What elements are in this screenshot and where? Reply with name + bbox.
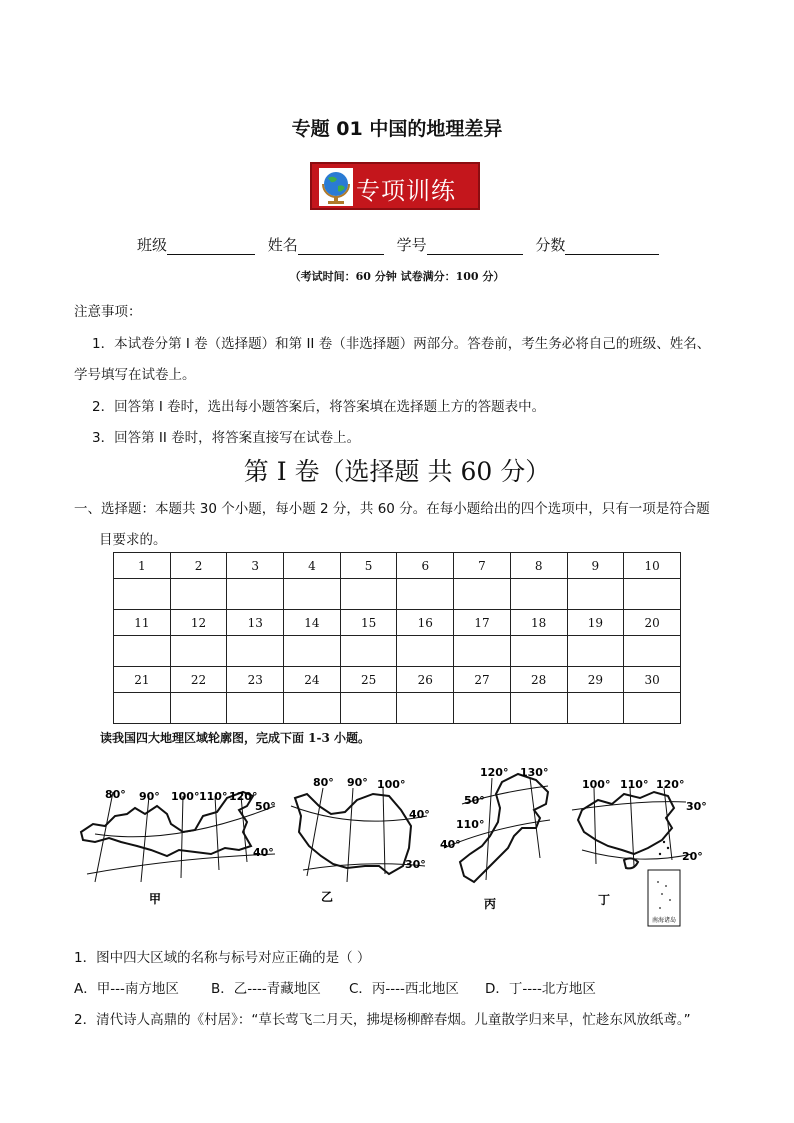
- answer-cell[interactable]: [340, 693, 397, 724]
- page-title: 专题 01 中国的地理差异: [291, 118, 503, 140]
- tick-label: 40°: [409, 808, 430, 821]
- question-number: 10: [624, 553, 681, 579]
- tick-label: 120°: [480, 766, 509, 779]
- tick-label: 100°: [171, 790, 200, 803]
- question-number: 27: [454, 667, 511, 693]
- tick-label: 90°: [347, 776, 368, 789]
- special-training-badge: [310, 162, 480, 210]
- q1-option-b[interactable]: B．乙----青藏地区: [211, 981, 321, 997]
- answer-cell[interactable]: [114, 579, 171, 610]
- question-number: 30: [624, 667, 681, 693]
- section-title: 第 I 卷（选择题 共 60 分）: [243, 457, 551, 486]
- answer-cell[interactable]: [397, 636, 454, 667]
- question-number: 28: [510, 667, 567, 693]
- answer-table: [113, 552, 681, 724]
- question-number: 21: [114, 667, 171, 693]
- question-number: 9: [567, 553, 624, 579]
- question-1: 1．图中四大区域的名称与标号对应正确的是（ ）: [74, 950, 371, 966]
- question-number: 18: [510, 610, 567, 636]
- score-field[interactable]: [565, 240, 659, 255]
- table-row[interactable]: [114, 636, 681, 667]
- map-label-yi: 乙: [321, 890, 334, 904]
- tick-label: 120°: [656, 778, 685, 791]
- tick-label: 130°: [520, 766, 549, 779]
- class-label: 班级: [137, 236, 168, 254]
- map-bing: [440, 762, 560, 910]
- q1-option-a[interactable]: A．甲---南方地区: [74, 981, 179, 997]
- tick-label: 30°: [686, 800, 707, 813]
- note-item-2: 2．回答第 I 卷时，选出每小题答案后，将答案填在选择题上方的答题表中。: [92, 399, 546, 415]
- answer-cell[interactable]: [284, 693, 341, 724]
- tick-label: 40°: [440, 838, 461, 851]
- question-number: 22: [170, 667, 227, 693]
- answer-cell[interactable]: [170, 693, 227, 724]
- question-number: 24: [284, 667, 341, 693]
- question-2: 2．清代诗人高鼎的《村居》：“草长莺飞二月天，拂堤杨柳醉春烟。儿童散学归来早，忙趁东风放纸鸢。”: [74, 1012, 691, 1028]
- answer-cell[interactable]: [340, 579, 397, 610]
- question-number: 20: [624, 610, 681, 636]
- question-number: 11: [114, 610, 171, 636]
- question-number: 26: [397, 667, 454, 693]
- question-number: 25: [340, 667, 397, 693]
- info-fields: [137, 234, 667, 255]
- tick-label: 30°: [405, 858, 426, 871]
- id-label: 学号: [396, 236, 427, 254]
- answer-cell[interactable]: [114, 636, 171, 667]
- name-label: 姓名: [267, 236, 298, 254]
- answer-cell[interactable]: [454, 636, 511, 667]
- notes-heading: 注意事项：: [74, 304, 142, 320]
- tick-label: 110°: [199, 790, 228, 803]
- id-field[interactable]: [427, 240, 523, 255]
- answer-cell[interactable]: [624, 579, 681, 610]
- tick-label: 120°: [229, 790, 258, 803]
- tick-label: 100°: [582, 778, 611, 791]
- answer-cell[interactable]: [397, 693, 454, 724]
- tick-label: 80°: [313, 776, 334, 789]
- question-number: 3: [227, 553, 284, 579]
- answer-cell[interactable]: [624, 636, 681, 667]
- table-row: [114, 667, 681, 693]
- table-row[interactable]: [114, 693, 681, 724]
- answer-cell[interactable]: [510, 636, 567, 667]
- question-number: 29: [567, 667, 624, 693]
- tick-label: 80°: [105, 788, 126, 801]
- answer-cell[interactable]: [284, 579, 341, 610]
- table-row: [114, 610, 681, 636]
- answer-cell[interactable]: [510, 693, 567, 724]
- tick-label: 20°: [682, 850, 703, 863]
- map-label-jia: 甲: [149, 892, 162, 905]
- question-number: 17: [454, 610, 511, 636]
- question-number: 13: [227, 610, 284, 636]
- question-number: 8: [510, 553, 567, 579]
- tick-label: 50°: [255, 800, 276, 813]
- question-number: 14: [284, 610, 341, 636]
- map-label-ding: 丁: [598, 893, 611, 907]
- table-row[interactable]: [114, 579, 681, 610]
- map-label-bing: 丙: [484, 897, 497, 910]
- answer-cell[interactable]: [454, 579, 511, 610]
- q1-option-d[interactable]: D．丁----北方地区: [485, 981, 596, 997]
- tick-label: 50°: [464, 794, 485, 807]
- tick-label: 90°: [139, 790, 160, 803]
- answer-cell[interactable]: [397, 579, 454, 610]
- answer-cell[interactable]: [567, 693, 624, 724]
- question-number: 19: [567, 610, 624, 636]
- answer-cell[interactable]: [510, 579, 567, 610]
- answer-cell[interactable]: [284, 636, 341, 667]
- part1-instructions-cont: 目要求的。: [99, 532, 167, 548]
- exam-time: （考试时间：60 分钟 试卷满分：100 分）: [289, 270, 505, 283]
- tick-label: 100°: [377, 778, 406, 791]
- question-number: 5: [340, 553, 397, 579]
- question-number: 7: [454, 553, 511, 579]
- answer-cell[interactable]: [227, 693, 284, 724]
- part1-instructions: 一、选择题：本题共 30 个小题，每小题 2 分，共 60 分。在每小题给出的四个选项中，只有一项是符合题: [74, 501, 710, 517]
- question-number: 2: [170, 553, 227, 579]
- note-item-1-cont: 学号填写在试卷上。: [74, 367, 196, 383]
- question-number: 12: [170, 610, 227, 636]
- answer-cell[interactable]: [624, 693, 681, 724]
- question-number: 23: [227, 667, 284, 693]
- map-ding: [568, 770, 718, 930]
- answer-cell[interactable]: [567, 636, 624, 667]
- answer-cell[interactable]: [340, 636, 397, 667]
- question-number: 1: [114, 553, 171, 579]
- question-number: 6: [397, 553, 454, 579]
- name-field[interactable]: [298, 240, 384, 255]
- answer-cell[interactable]: [567, 579, 624, 610]
- map-yi: [285, 770, 435, 905]
- globe-icon: [319, 168, 353, 206]
- q1-option-c[interactable]: C．丙----西北地区: [349, 981, 459, 997]
- answer-cell[interactable]: [170, 579, 227, 610]
- question-number: 15: [340, 610, 397, 636]
- answer-cell[interactable]: [114, 693, 171, 724]
- question-number: 16: [397, 610, 454, 636]
- tick-label: 40°: [253, 846, 274, 859]
- tick-label: 110°: [620, 778, 649, 791]
- answer-cell[interactable]: [227, 579, 284, 610]
- map-intro: 读我国四大地理区域轮廓图，完成下面 1-3 小题。: [100, 731, 371, 745]
- class-field[interactable]: [167, 240, 255, 255]
- inset-label: 南海诸岛: [651, 917, 677, 924]
- tick-label: 110°: [456, 818, 485, 831]
- answer-cell[interactable]: [227, 636, 284, 667]
- map-jia: [75, 770, 280, 905]
- note-item-3: 3．回答第 II 卷时，将答案直接写在试卷上。: [92, 430, 361, 446]
- note-item-1: 1．本试卷分第 I 卷（选择题）和第 II 卷（非选择题）两部分。答卷前，考生务必将自己的班级、姓名、: [92, 336, 711, 352]
- score-label: 分数: [535, 236, 566, 254]
- badge-label: 专项训练: [356, 177, 456, 205]
- answer-cell[interactable]: [170, 636, 227, 667]
- question-number: 4: [284, 553, 341, 579]
- table-row: [114, 553, 681, 579]
- answer-cell[interactable]: [454, 693, 511, 724]
